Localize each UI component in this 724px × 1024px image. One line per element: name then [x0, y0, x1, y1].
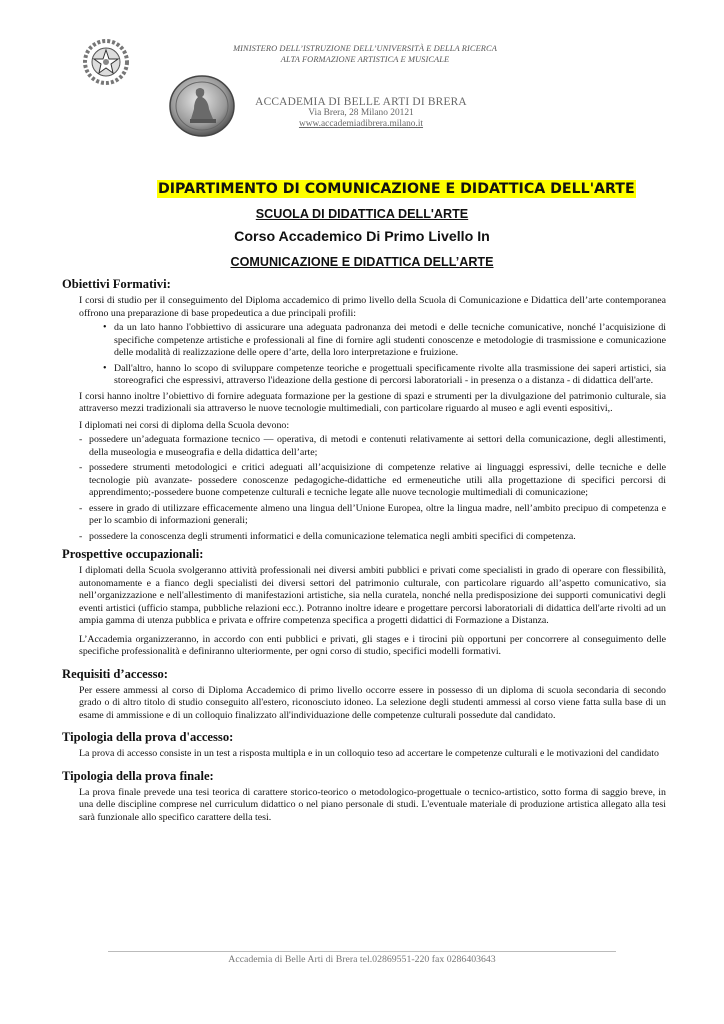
academy-info	[236, 96, 486, 130]
section-heading-obiettivi: Obiettivi Formativi:	[62, 277, 171, 291]
obiettivi-bullet-list	[62, 322, 672, 388]
ministry-header	[200, 43, 530, 65]
section-heading-prova-finale: Tipologia della prova finale:	[62, 768, 214, 783]
academy-website-link[interactable]: www.accademiadibrera.milano.it	[298, 119, 424, 129]
footer-divider	[108, 951, 616, 952]
section-heading-prospettive: Prospettive occupazionali:	[62, 547, 204, 561]
obiettivi-paragraph-3: I diplomati nei corsi di diploma della Scuola devono:	[79, 419, 290, 431]
school-title: SCUOLA DI DIDATTICA DELL'ARTE	[255, 207, 469, 221]
academy-name: ACCADEMIA DI BELLE ARTI DI BRERA	[255, 96, 467, 108]
list-item: • da un lato hanno l'obbiettivo di assicurare una adeguata padronanza dei metodi e delle tecniche comunicative, nonché l’acquisizione di specifiche competenze artistiche e professionali al fine di fornire agli studenti conoscenze e metodologie di trasmissione e comunicazione delle modalità di realizzazione delle opere d’arte, della loro interpretazione e fruizione.	[114, 322, 666, 360]
list-item: - possedere strumenti metodologici e critici adeguati all’acquisizione di competenze relative ai linguaggi espressivi, delle tecniche e delle tecnologie più avanzate- possedere conoscenze pedagogiche-didattiche ed ermeneutiche utili alla progettazione di specifici percorsi di apprendimento;-possedere buone competenze culturali e tecniche legate alle nuove tecnologie multimediali di comunicazione;	[89, 462, 666, 500]
list-item: • Dall'altro, hanno lo scopo di sviluppare competenze teoriche e progettuali specificamente rivolte alla trasmissione dei saperi artistici, sia storeografici che espressivi, attraverso l'ideazione della gestione di percorsi laboratoriali - in presenza o a distanza - di didattica dell'arte.	[114, 363, 666, 388]
requisiti-paragraph: Per essere ammessi al corso di Diploma Accademico di primo livello occorre essere in possesso di un diploma di scuola secondaria di secondo grado o di altro titolo di studio conseguito all'estero, riconosciuto idoneo. La selezione degli studenti ammessi al corso viene fatta sulla base di un esame di ammissione e di un colloquio finalizzato all'individuazione delle competenze culturali possedute dal candidato.	[79, 684, 666, 721]
prova-finale-paragraph: La prova finale prevede una tesi teorica di carattere storico-teorico o metodologico-progettuale o tecnico-artistico, sotto forma di saggio breve, in una delle discipline comprese nel curriculum didattico o nel piano personale di studi. L'eventuale materiale di produzione artistica allegato alla tesi sarà funzionale allo specifico carattere della tesi.	[79, 786, 666, 823]
department-title: DIPARTIMENTO DI COMUNICAZIONE E DIDATTICA DELL'ARTE	[158, 181, 635, 197]
section-heading-prova-accesso: Tipologia della prova d'accesso:	[62, 730, 234, 744]
ministry-line-2: ALTA FORMAZIONE ARTISTICA E MUSICALE	[280, 55, 450, 64]
prova-accesso-paragraph: La prova di accesso consiste in un test a risposta multipla e in un colloquio teso ad accertare le competenze culturali e le motivazioni del candidato	[79, 748, 659, 759]
course-name: COMUNICAZIONE E DIDATTICA DELL’ARTE	[230, 255, 494, 269]
obiettivi-intro: I corsi di studio per il conseguimento del Diploma accademico di primo livello della Scuola di Comunicazione e Didattica dell’arte contemporanea offrono una preparazione di base propedeutica a due principali profili:	[79, 295, 666, 319]
prospettive-paragraph-1: I diplomati della Scuola svolgeranno attività professionali nei diversi ambiti pubblici e privati come specialisti in grado di operare con flessibilità, autonomamente e a fianco degli specialisti dei diversi settori del patrimonio culturale, con particolare riguardo all’aspetto comunicativo, sia nell’organizzazione e nell'allestimento di manifestazioni artistiche, sia nella curatela, nonché nella predisposizione dei supporti comunicativi degli eventi artistici (ufficio stampa, pubbliche relazioni ecc.). Potranno inoltre ideare e progettare percorsi laboratoriali di didattica dell'arte rivolti ad un ampia gamma di utenza pubblica e privata e offrire competenza specifica a progetti didattici di Formazione a Distanza.	[79, 565, 666, 626]
page-footer: Accademia di Belle Arti di Brera tel.02869551-220 fax 0286403643	[228, 954, 496, 965]
academy-address: Via Brera, 28 Milano 20121	[308, 108, 414, 118]
prospettive-paragraph-2: L’Accademia organizzeranno, in accordo con enti pubblici e privati, gli stages e i tirocini più opportuni per concorrere al conseguimento delle specifiche professionalità e definiranno ulteriormente, per ogni corso di studio, specifici modelli formativi.	[79, 633, 666, 657]
list-item: - possedere la conoscenza degli strumenti informatici e della comunicazione telematica negli ambiti specifici di competenza.	[89, 531, 666, 544]
course-title: Corso Accademico Di Primo Livello In	[234, 229, 490, 245]
academy-medallion-logo-icon	[168, 74, 236, 138]
list-item: - possedere un’adeguata formazione tecnico — operativa, di metodi e contenuti relativamente ai settori della comunicazione, degli allestimenti, della museologia e museografia e della didattica dell’arte;	[89, 434, 666, 459]
section-heading-requisiti: Requisiti d’accesso:	[62, 666, 168, 681]
list-item: - essere in grado di utilizzare efficacemente almeno una lingua dell’Unione Europea, oltre la lingua madre, nell’ambito precipuo di competenza e per lo scambio di informazioni generali;	[89, 503, 666, 528]
document-body	[62, 276, 672, 824]
obiettivi-paragraph-2: I corsi hanno inoltre l’obiettivo di fornire adeguata formazione per la gestione di spazi e strumenti per la divulgazione del patrimonio culturale, sia attraverso mezzi tradizionali sia attraverso le nuove tecnologie multimediali, con particolare riguardo al museo e agli eventi espositivi,.	[79, 390, 666, 414]
obiettivi-dash-list	[62, 434, 672, 543]
ministry-line-1: MINISTERO DELL’ISTRUZIONE DELL’UNIVERSITÀ E DELLA RICERCA	[233, 44, 497, 53]
italian-republic-emblem-icon	[82, 38, 130, 86]
